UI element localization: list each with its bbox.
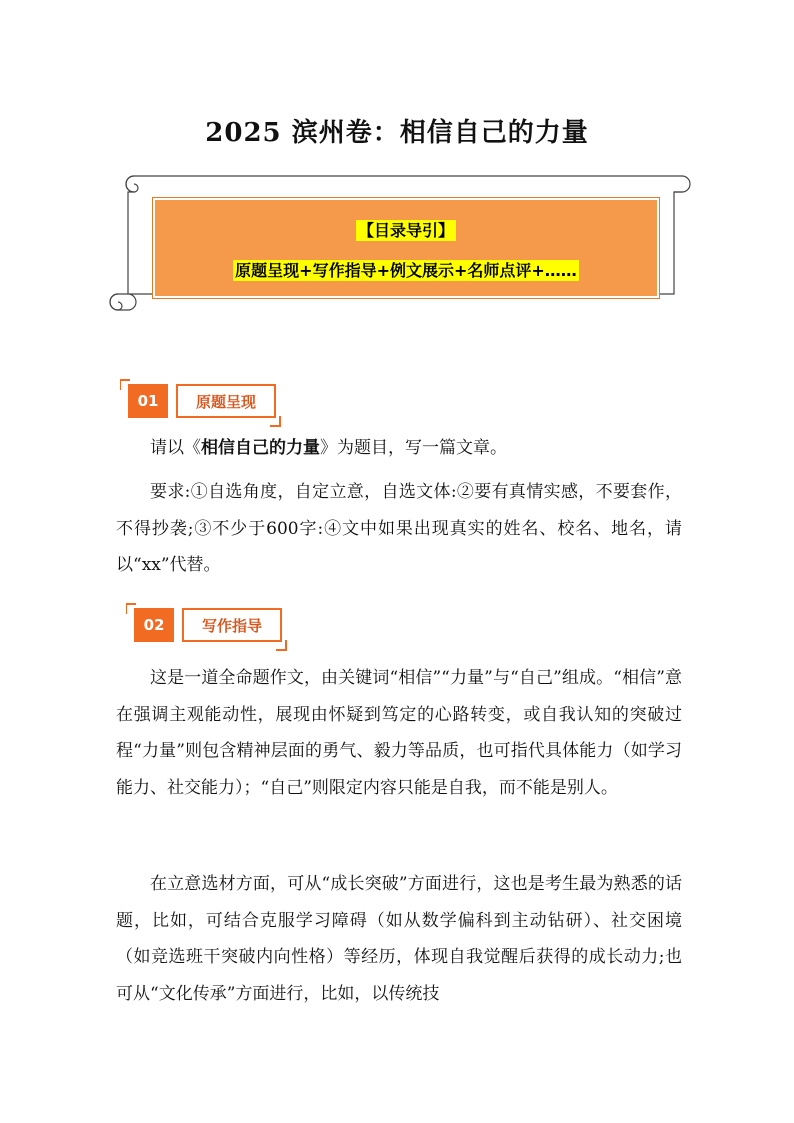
toc-banner: [153, 198, 659, 298]
requirements-paragraph: 要求:①自选角度，自定立意，自选文体:②要有真情实感，不要套作，不得抄袭;③不少于600字:④文中如果出现真实的姓名、校名、地名，请以“xx”代替。: [116, 482, 682, 575]
page-title: 2025 滨州卷：相信自己的力量: [205, 118, 589, 148]
section-number: 02: [134, 608, 174, 642]
section-header-02: [126, 602, 296, 646]
section-header-01: [120, 378, 290, 422]
guidance-paragraph-1: 这是一道全命题作文，由关键词“相信”“力量”与“自己”组成。“相信”意在强调主观能动性，展现由怀疑到笃定的心路转变，或自我认知的突破过程“力量”则包含精神层面的勇气、毅力等品质，也可指代具体能力（如学习能力、社交能力）；“自己”则限定内容只能是自我，而不能是别人。: [116, 668, 682, 798]
prompt-title: 相信自己的力量: [201, 438, 320, 458]
section-label: 写作指导: [182, 608, 282, 642]
toc-line: 原题呈现+写作指导+例文展示+名师点评+……: [235, 261, 577, 280]
toc-heading: 【目录导引】: [357, 221, 454, 240]
section-number: 01: [128, 384, 168, 418]
section-label: 原题呈现: [176, 384, 276, 418]
prompt-paragraph: 请以《相信自己的力量》为题目，写一篇文章。: [150, 438, 507, 458]
guidance-paragraph-2: 在立意选材方面，可从“成长突破”方面进行，这也是考生最为熟悉的话题，比如，可结合克服学习障碍（如从数学偏科到主动钻研）、社交困境（如竞选班干突破内向性格）等经历，体现自我觉醒后获得的成长动力;也可从“文化传承”方面进行，比如，以传统技: [116, 874, 682, 1004]
